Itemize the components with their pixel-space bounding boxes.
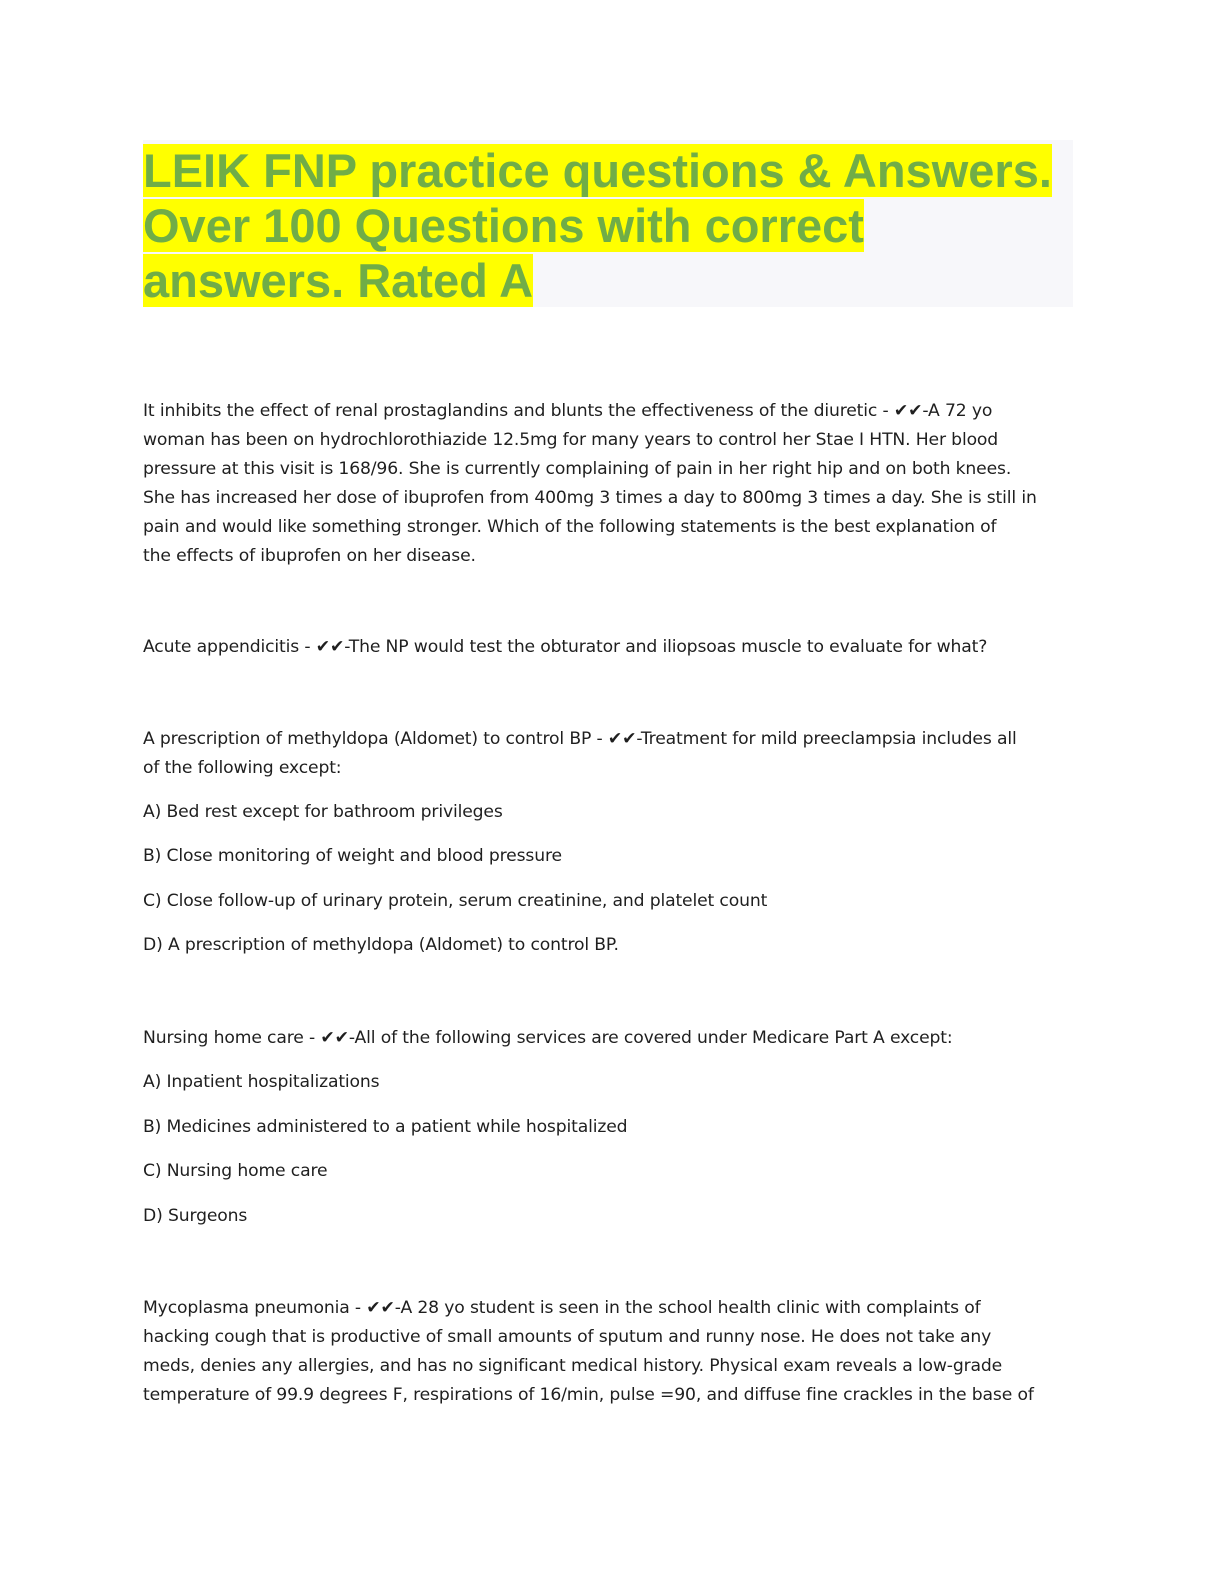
question-4 [143, 1024, 1083, 1053]
question-4-option [143, 1113, 1083, 1142]
question-1-line: the effects of ibuprofen on her disease. [143, 546, 476, 566]
question-1-line: pressure at this visit is 168/96. She is currently complaining of pain in her right hip and on both knees. [143, 459, 1012, 479]
option-c: C) Nursing home care [143, 1161, 328, 1181]
question-4-option [143, 1068, 1083, 1097]
question-5-line: temperature of 99.9 degrees F, respirations of 16/min, pulse =90, and diffuse fine crackles in the base of [143, 1385, 1034, 1405]
option-d: D) Surgeons [143, 1206, 248, 1226]
title-line-3: answers. Rated A [143, 254, 534, 307]
question-2 [143, 633, 1083, 662]
question-5-line: Mycoplasma pneumonia - ✔✔-A 28 yo student is seen in the school health clinic with complaints of [143, 1298, 981, 1318]
option-b: B) Close monitoring of weight and blood pressure [143, 846, 562, 866]
title-line-1: LEIK FNP practice questions & Answers. [143, 144, 1052, 197]
option-a: A) Inpatient hospitalizations [143, 1072, 380, 1092]
question-3-option [143, 931, 1083, 960]
option-d: D) A prescription of methyldopa (Aldomet) to control BP. [143, 935, 619, 955]
question-4-option [143, 1157, 1083, 1186]
question-5-line: hacking cough that is productive of small amounts of sputum and runny nose. He does not take any [143, 1327, 992, 1347]
question-1-line: woman has been on hydrochlorothiazide 12.5mg for many years to control her Stae I HTN. Her blood [143, 430, 999, 450]
question-4-option [143, 1202, 1083, 1231]
question-3-line: of the following except: [143, 758, 342, 778]
question-1-line: pain and would like something stronger. Which of the following statements is the best explanation of [143, 517, 997, 537]
question-1-line: She has increased her dose of ibuprofen from 400mg 3 times a day to 800mg 3 times a day. She is still in [143, 488, 1037, 508]
question-1-line: It inhibits the effect of renal prostaglandins and blunts the effectiveness of the diuretic - ✔✔-A 72 yo [143, 401, 993, 421]
option-b: B) Medicines administered to a patient while hospitalized [143, 1117, 628, 1137]
question-2-line: Acute appendicitis - ✔✔-The NP would test the obturator and iliopsoas muscle to evaluate for what? [143, 637, 988, 657]
option-a: A) Bed rest except for bathroom privileges [143, 802, 503, 822]
question-3-option [143, 798, 1083, 827]
question-3 [143, 725, 1083, 783]
question-4-line: Nursing home care - ✔✔-All of the following services are covered under Medicare Part A except: [143, 1028, 953, 1048]
question-3-option [143, 887, 1083, 916]
question-5-line: meds, denies any allergies, and has no significant medical history. Physical exam reveals a low-grade [143, 1356, 1003, 1376]
question-3-line: A prescription of methyldopa (Aldomet) to control BP - ✔✔-Treatment for mild preeclampsia includes all [143, 729, 1017, 749]
title-line-2: Over 100 Questions with correct [143, 199, 864, 252]
option-c: C) Close follow-up of urinary protein, serum creatinine, and platelet count [143, 891, 768, 911]
question-1 [143, 397, 1083, 571]
question-5 [143, 1294, 1083, 1410]
document-title [143, 143, 1078, 308]
question-3-option [143, 842, 1083, 871]
